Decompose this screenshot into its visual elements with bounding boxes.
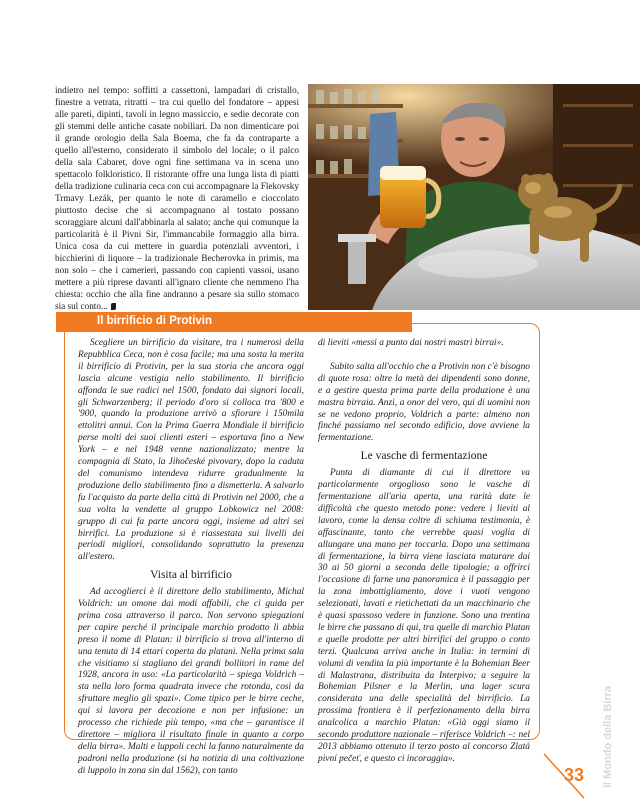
sidebar-paragraph: Punta di diamante di cui il direttore va particolarmente orgoglioso sono le vasche di fermentazione all'aria aperta, una rarità date le difficoltà che questo metodo pone: vedere i lieviti al lavoro, come la densa coltre di schiuma testimonia, è affascinante, tanto che verrebbe quasi voglia di allungare una mano per toccarla. Dopo una settimana di fermentazione, la birra viene lasciata maturare dai 30 ai 50 giorni a seconda delle tipologie; a offrirci l'occasione di farne una panoramica è il passaggio per la zona imbottigliamento, dove i vuoti vengono selezionati, lavati e rietichettati da un macchinario che è quasi spassoso vedere in funzione. Sono una trentina le birre che passano di qui, tra quelle di marchio Platan e quelle prodotte per altri birrifici del gruppo o conto terzi. Qualcuna arriva anche in Italia: in termini di volumi di vendita la più importante è la Bohemian Beer di Malastrana, distribuita da Interpivo; a seguire la Bohemian Pilsner e la Merlin, una lager scura considerata una delle specialità del birrificio. La prossima frontiera è il perfezionamento della birra analcolica a marchio Platan: «Già oggi siamo il secondo produttore nazionale – riferisce Voldrich –: nel 2013 abbiamo ottenuto il terzo posto al concorso Zlatá pivní pečeť, e questo ci incoraggia».: [318, 468, 530, 764]
article-top-paragraph: indietro nel tempo: soffitti a cassettoni, lampadari di cristallo, finestre a vetrata, ritratti – tra cui quello del fondatore – appesi alle pareti, dipinti, tavoli in legno massiccio, e sedie decorate con gli stemmi delle antiche casate nobiliari. Da non dimenticare poi il grande orologio della Sala Boema, che fa da contraparte a quello all'esterno, considerato il simbolo del locale; o il palco della sala Cabaret, dove ogni fine settimana va in scena uno spettacolo folkloristico. Il ristorante offre una lunga lista di piatti della tradizione culinaria ceca con cui accompagnare la Flekovsky Trmavy Lezák, per quanto le note di caramello e cioccolato piuttosto decise che si accompagnano al tostato possano scoraggiare alcuni dall'abbinarla al salato; anche qui comunque la particolarità è il Pivni Sir, l'immancabile formaggio alla birra. Unica cosa da cui mettere in guardia potenziali avventori, i bicchierini di liquore – la tradizionale Becherovka in primis, ma non solo – che i camerieri, passando con capienti vassoi, usano mettere a più riprese davanti all'ignaro cliente che nemmeno l'ha chiesta: occhio che alla fine andranno a pesare sia sullo stomaco sia sul conto...: [55, 85, 299, 311]
sidebar-right-column: [318, 338, 530, 766]
sidebar-subheading: Le vasche di fermentazione: [360, 450, 488, 463]
brewer-photo-illustration: [308, 84, 640, 310]
brewer-photo: [308, 84, 640, 310]
sidebar-paragraph: Ad accoglierci è il direttore dello stabilimento, Michal Voldrich: un omone dai modi affabili, che ci guida per prima cosa attraverso il parco. Non servono spiegazioni per capire perché il principale marchio prodotto lì abbia preso il nome di Platan: il birrificio si trova all'interno di una tenuta di 14 ettari coperta da platani. Nella prima sala che visitiamo si stagliano dei grandi bollitori in rame del 1928, ancora in uso: «La particolarità – spiega Voldrich – sta nella loro forma quadrata invece che rotonda, così da sfruttare meglio gli spazi». Come tipico per le birre ceche, qui si lavora per decozione e non per infusione: un processo che richiede più tempo, «ma che – garantisce il direttore – migliora il risultato finale in quanto a corpo della birra». Malti e luppoli cechi la fanno naturalmente da padroni nella produzione (si ha notizia di una coltivazione di luppolo in zona sin dal 1562), con tanto: [78, 587, 304, 776]
page-number: 33: [564, 765, 585, 785]
sidebar-paragraph: di lieviti «messi a punto dai nostri mastri birrai».: [318, 338, 504, 348]
sidebar-box-title: Il birrificio di Protivin: [97, 315, 213, 327]
sidebar-left-column: [78, 338, 304, 778]
end-of-article-icon: [111, 303, 116, 310]
sidebar-paragraph: Scegliere un birrificio da visitare, tra i numerosi della Repubblica Ceca, non è cosa facile; ma una sosta la merita il birrificio di Protivin, per la sua storia che ancora oggi lascia alcune vestigia nello stabilimento. Il birrificio affonda le sue radici nel 1500, fondato dai signori locali, gli Schwarzenberg; il periodo d'oro si colloca tra '800 e '900, quando la produzione arrivò a sfiorare i 150mila ettolitri annui. Con la Prima Guerra Mondiale il birrificio perse molti dei suoi clienti esteri – esportava fino a New York – e nel 1948 venne nazionalizzato; mentre la compagnia di Stato, la Jihočeské pivovary, dopo la caduta del comunismo intendeva ridurre gradualmente la produzione dello stabilimento fino a dismetterla. A salvarlo fu l'acquisto da parte della città di Protivin nel 2000, che a sua volta la vendette al gruppo Lobkowicz nel 2008: gruppo di cui fa parte ancora oggi, insieme ad altri sei birrifici. La produzione si è riassestata sui livelli dei periodi migliori, consolidando soprattutto la presenza all'estero.: [78, 338, 304, 563]
magazine-side-label: Il Mondo della Birra: [602, 685, 614, 788]
sidebar-paragraph: Subito salta all'occhio che a Protivin non c'è bisogno di quote rosa: oltre la metà dei dipendenti sono donne, e a gestire questa prima parte della produzione è una mastra birraia. Anzi, a onor del vero, qui di uomini non se ne vedono proprio, Voldrich a parte: almeno non finché passiamo nel secondo edificio, dove avviene la fermentazione.: [318, 361, 530, 444]
sidebar-subheading: Visita al birrificio: [150, 569, 232, 582]
